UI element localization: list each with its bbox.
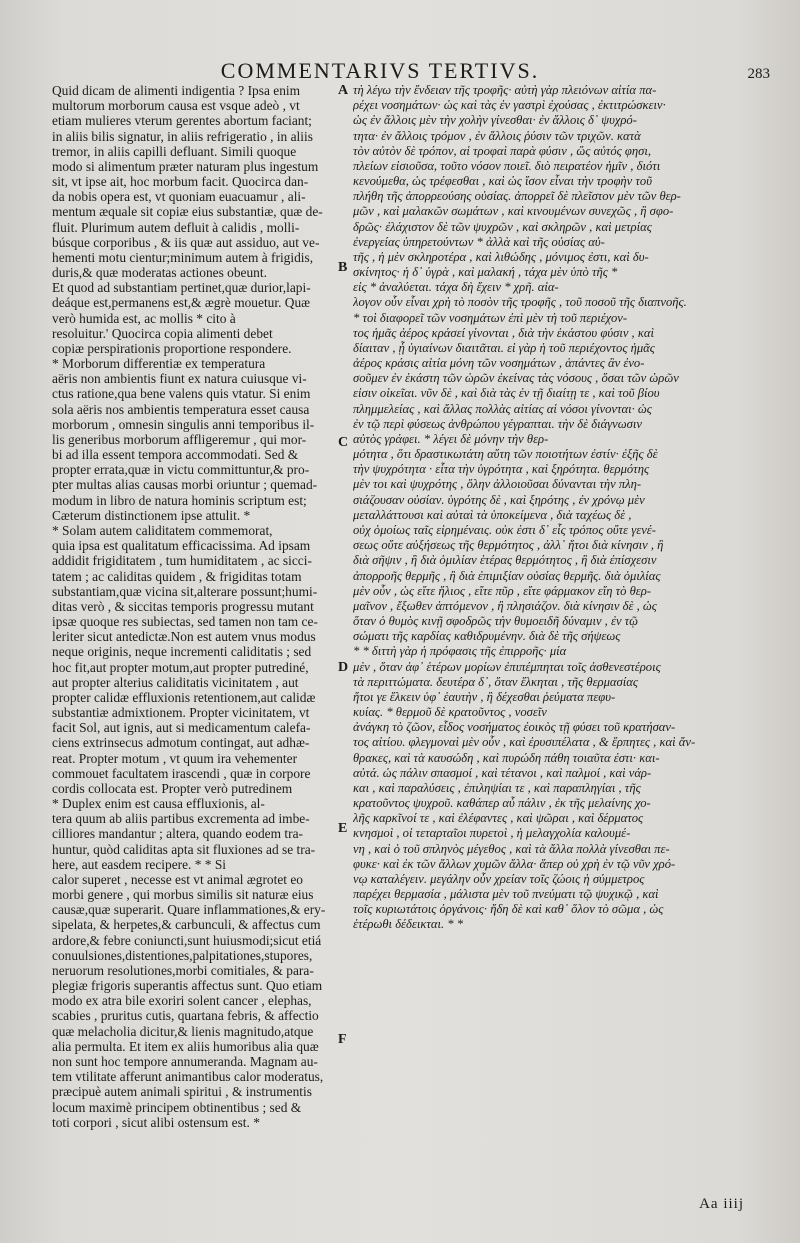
text-line: * Solam autem caliditatem commemorat,: [52, 522, 273, 538]
text-line: quæ melacholia dicitur,& lienis magnitudo,atque: [52, 1023, 314, 1039]
text-line: scabies , pruritus cutis, quartana febris, & affectio: [52, 1008, 319, 1024]
text-line: lis generibus morborum affligeremur , qui mor-: [52, 431, 307, 447]
text-line: * Duplex enim est causa effluxionis, al-: [52, 796, 265, 812]
text-line: παρέχει θερμασία , μάλιστα μὲν τοῦ πνεύματι τῷ ψυχικῷ , καὶ: [353, 887, 659, 902]
text-line: búsque corporibus , & iis quæ aut assiduo, aut ve-: [52, 234, 320, 250]
text-line: κνησμοὶ , οἱ τεταρταῖοι πυρετοὶ , ἡ μελαγχολία καλουμέ-: [353, 826, 631, 841]
text-line: σοῦμεν ἐν ἑκάστη τῶν ὡρῶν ἐκείνας τὰς νόσους , ὅσαι τῶν ὡρῶν: [353, 371, 679, 386]
margin-letter: D: [338, 660, 349, 675]
text-line: ἐνεργείας ὑπηρετούντων * ἀλλὰ καὶ τῆς οὐσίας αὐ-: [353, 234, 605, 249]
text-line: addidit frigiditatem , tum humiditatem , ac sicci-: [52, 553, 312, 569]
text-line: ἐν τῷ περὶ φύσεως ἀνθρώπου γέγραπται. τὴν δὲ διάγνωσιν: [353, 416, 642, 431]
text-line: Et quod ad substantiam pertinet,quæ durior,lapi-: [52, 280, 311, 296]
text-line: Cæterum distinctionem ipse attulit. *: [52, 507, 251, 523]
margin-letter: B: [338, 260, 348, 275]
text-line: τος αἰτίου. φλεγμοναὶ μὲν οὖν , καὶ ἐρυσιπέλατα , & ἕρπητες , καὶ ἄν-: [353, 735, 696, 750]
text-line: morborum , omnesin singulis anni temporibus il-: [52, 416, 315, 432]
text-line: reat. Propter motum , vt quum ira vehementer: [52, 750, 298, 766]
text-line: φυκε· καὶ ἐκ τῶν ἄλλων χυμῶν ἄλλα· ἅπερ οὐ χρὴ ἐν τῷ νῦν χρό-: [353, 856, 676, 871]
text-line: quia ipsa est qualitatum efficacissima. Ad ipsam: [52, 538, 311, 554]
text-line: tem vtilitate afferunt animantibus calor moderatus,: [52, 1069, 324, 1085]
text-line: εἰσιν οἰκεῖαι. νῦν δὲ , καὶ διὰ τὰς ἐν τῇ διαίτῃ τε , καὶ τοῦ βίου: [353, 386, 660, 401]
text-line: neque originis, neque incrementi caliditatis ; sed: [52, 644, 312, 660]
text-line: σώματι τῆς καρδίας καθιδρυμένην. διὰ δὲ τῆς σήψεως: [353, 629, 621, 644]
text-line: hoc fit,aut propter motum,aut propter putrediné,: [52, 659, 309, 675]
text-line: substantiæ admixtionem. Propter vicinitatem, vt: [52, 705, 310, 721]
text-line: λῆς καρκῖνοί τε , καὶ ἐλέφαντες , καὶ ψῶραι , καὶ δέρματος: [353, 811, 644, 826]
running-title: COMMENTARIVS TERTIVS.: [220, 58, 540, 83]
text-line: ardore,& febre coniuncti,sunt huiusmodi;sicut etiá: [52, 932, 322, 948]
text-line: πλήθη τῆς ἀπορρεούσης οὐσίας. ἀπορρεῖ δὲ πλεῖστον μὲν τῶν θερ-: [353, 189, 681, 204]
text-line: οὐχ ὁμοίως ταῖς εἰρημέναις. οὐκ ἐστι δ᾽ εἷς τρόπος οὔτε γενέ-: [353, 522, 656, 537]
text-line: locum maximè principem obtinentibus ; sed &: [52, 1099, 302, 1115]
text-line: τητα· ἐν ἄλλοις τρόμον , ἐν ἄλλοις ῥύσιν τῶν τριχῶν. κατὰ: [353, 128, 641, 143]
page-number: 283: [747, 66, 770, 82]
text-line: tremor, in aliis capilli defluant. Simili quoque: [52, 143, 297, 159]
text-line: præcipuè autem animali spiritui , & instrumentis: [52, 1084, 312, 1100]
text-line: κυίας. * θερμοῦ δὲ κρατοῦντος , νοσεῖν: [353, 705, 547, 720]
text-line: κενούμεθα, ὡς τρέφεσθαι , καὶ ὡς ἴσον εἶναι τὴν τροφὴν τοῦ: [353, 174, 652, 189]
text-line: κρατοῦντος ψυχροῦ. καθάπερ αὖ πάλιν , ἐκ τῆς μελαίνης χο-: [353, 796, 651, 811]
text-line: propter errata,quæ in victu committuntur,& pro-: [52, 462, 310, 478]
text-line: τὸν αὐτὸν δὲ τρόπον, αἱ τροφαὶ παρὰ φύσιν , ὥς αὐτός φησι,: [353, 143, 652, 158]
latin-column: [52, 83, 334, 1130]
text-line: cilliores mandantur ; altera, quando eodem tra-: [52, 826, 303, 842]
text-line: causæ,quæ superarit. Quare inflammationes,& ery-: [52, 902, 326, 918]
text-line: morbi genere , qui morbus similis sit naturæ eius: [52, 887, 314, 903]
text-line: ἀνάγκη τὸ ζῶον, εἶδος νοσήματος ἐοικὸς τῇ φύσει τοῦ κρατήσαν-: [353, 720, 676, 735]
text-line: * Morborum differentiæ ex temperatura: [52, 356, 266, 372]
text-line: modo ex atra bile exoriri solent cancer , elephas,: [52, 993, 312, 1009]
text-line: in aliis bilis signatur, in aliis refrigeratio , in aliis: [52, 128, 313, 144]
text-line: pter multas alias causas morbi oriuntur ; quemad-: [52, 477, 318, 493]
text-line: πλημμελείας , καὶ ἄλλας πολλὰς αἰτίας αἱ νόσοι γίνονται· ὡς: [353, 401, 652, 416]
text-line: * τοὶ διαφορεῖ τῶν νοσημάτων ἐπὶ μὲν τὴ τοῦ περιέχον-: [353, 310, 628, 325]
text-line: ἀπορροῆς θερμῆς , ἢ διὰ ἐπιμιξίαν οὐσίας θερμῆς. διὰ ὁμιλίας: [353, 568, 661, 583]
text-line: διὰ σῆψιν , ἢ διὰ ὁμιλίαν ἑτέρας θερμότητος , ἢ διὰ ἐπίσχεσιν: [353, 553, 657, 568]
margin-letter: C: [338, 435, 349, 450]
text-line: μεταλλάττουσι καὶ αὐταὶ τὰ ὑποκείμενα , διὰ ταχέως δὲ ,: [353, 507, 632, 522]
text-line: τὴν ψυχρότητα · εἶτα τὴν ὑγρότητα , καὶ ξηρότητα. θερμότης: [353, 462, 650, 477]
text-line: μὲν οὖν , ὡς εἴτε ἥλιος , εἴτε πῦρ , εἴτε φάρμακον εἴη τὸ θερ-: [353, 583, 651, 598]
text-line: μαῖνον , ἔξωθεν ἁπτόμενον , ἢ πλησιάζον. διὰ κίνησιν δὲ , ὡς: [353, 598, 657, 613]
margin-letter: A: [338, 83, 349, 98]
margin-letter: F: [338, 1032, 347, 1047]
text-line: etiam mulieres vterum gerentes abortum faciant;: [52, 113, 312, 129]
text-line: σκίνητος· ἡ δ᾽ ὑγρὰ , καὶ μαλακή , τάχα μὲν ὑπὸ τῆς *: [353, 265, 618, 280]
text-line: λογον οὖν εἶναι χρὴ τὸ ποσὸν τῆς τροφῆς , τοῦ ποσοῦ τῆς διαπνοῆς.: [353, 295, 687, 310]
text-line: huntur, quòd caliditas apta sit fluxiones ad se tra-: [52, 841, 316, 857]
text-line: ἀέρος κράσις αἰτία μόνη τῶν νοσημάτων , ἁπάντες ἂν ἐνο-: [353, 356, 645, 371]
text-line: ctus ratione,qua bene valens quis vtatur. Si enim: [52, 386, 311, 402]
text-line: copiæ perspirationis proportione respondere.: [52, 340, 292, 356]
margin-letter: E: [338, 821, 348, 836]
text-line: aëris non ambientis fiunt ex natura cuiusque vi-: [52, 371, 307, 387]
text-line: αὐτά. ὡς πάλιν σπασμοί , καὶ τέτανοι , καὶ παλμοί , καὶ νάρ-: [353, 765, 652, 780]
text-line: ciens extrinsecus admotum contingat, aut adhæ-: [52, 735, 310, 751]
text-line: modum in libro de natura hominis scriptum est;: [52, 492, 307, 508]
text-line: μότητα , ὅτι δραστικωτάτη αὕτη τῶν ποιοτήτων ἐστίν· ἐξῆς δὲ: [353, 447, 658, 462]
text-line: εἰς * ἀναλύεται. τάχα δὴ ἔχειν * χρῆ. αἰα-: [353, 280, 559, 295]
text-line: ditas verò , & siccitas temporis progressu mutant: [52, 598, 314, 614]
text-line: ἑτέρωθι δέδεικται. * *: [353, 917, 464, 932]
text-line: tatem ; ac caliditas quidem , & frigiditas totam: [52, 568, 302, 584]
text-line: αὐτὸς γράφει. * λέγει δὲ μόνην τὴν θερ-: [353, 431, 549, 446]
text-line: toti corpori , sicut alibi ostensum est. *: [52, 1114, 260, 1130]
text-line: hementi motu cientur;minimum autem à frigidis,: [52, 249, 314, 265]
text-line: ρέχει νοσημάτων· ὡς καὶ τὰς ἐν γαστρὶ ἐχούσας , ἐκτιτρώσκειν·: [353, 98, 666, 113]
text-line: bi ad illa essent tempora accommodati. Sed &: [52, 447, 299, 463]
text-line: ὅταν ὁ θυμὸς κινῇ σφοδρῶς τὴν θυμοειδῆ δύναμιν , ἐν τῷ: [353, 614, 639, 629]
text-line: δρῶς· ἐλάχιστον δὲ τῶν ψυχρῶν , καὶ σκληρῶν , καὶ μετρίας: [353, 219, 652, 234]
text-line: alia permulta. Et item ex aliis humoribus alia quæ: [52, 1038, 319, 1054]
text-line: δίαιταν , ᾗ ὑγιαίνων διαιτᾶται. εἰ γὰρ ἡ τοῦ περιέχοντος ἡμᾶς: [353, 340, 655, 355]
text-line: multorum morborum causa est vsque adeò , vt: [52, 98, 300, 114]
text-line: sit, vt ipse ait, hoc morbum facit. Quocirca dan-: [52, 174, 309, 190]
text-line: τῆς , ἡ μὲν σκληροτέρα , καὶ λιθώδης , μόνιμος ἐστι, καὶ δυ-: [353, 249, 649, 264]
text-line: νῳ καταλέγειν. μεγάλην οὖν χρείαν τοῖς ζώοις ἡ σύμμετρος: [353, 871, 645, 886]
text-line: σεως οὔτε αὐξήσεως τῆς θερμότητος , ἀλλ᾽ ἤτοι διὰ κίνησιν , ἢ: [353, 538, 664, 553]
text-line: τος ἡμᾶς ἀέρος κράσεί γίνονται , διὰ τὴν ἑκάστου φύσιν , καὶ: [353, 325, 655, 340]
text-line: here, aut easdem recipere. * * Si: [52, 856, 226, 872]
text-line: πλείων εἰσιοῦσα, τοῦτο νόσον ποιεῖ. διὸ πειρατέον ἡμῖν , διότι: [353, 158, 661, 173]
text-line: da nobis opera est, vt quoniam euacuamur , ali-: [52, 189, 306, 205]
text-line: μῶν , καὶ μαλακῶν σωμάτων , καὶ κινουμένων συνεχῶς , ἢ σφο-: [353, 204, 674, 219]
text-line: commouet facultatem irascendi , quæ in corpore: [52, 765, 311, 781]
text-line: mentum æquale sit copiæ eius substantiæ, quæ de-: [52, 204, 323, 220]
text-line: calor superet , necesse est vt animal ægrotet eo: [52, 871, 303, 887]
text-line: και , καὶ παραλύσεις , ἐπιληψίαι τε , καὶ παραπληγίαι , τῆς: [353, 780, 641, 795]
text-line: sola aëris nos ambientis temperatura esset causa: [52, 401, 310, 417]
text-line: duris,& quæ moderatas actiones obeunt.: [52, 265, 267, 281]
text-line: non sunt hoc tempore annumeranda. Magnam au-: [52, 1054, 318, 1069]
text-line: plegiæ frigoris superantis affectus sunt. Quo etiam: [52, 978, 323, 994]
text-line: sipelata, & herpetes,& carbunculi, & affectus cum: [52, 917, 321, 933]
text-line: fluit. Plurimum autem defluit à calidis , molli-: [52, 219, 300, 235]
text-line: μὲν τοι καὶ ψυχρότης , ὅλην ἀλλοιοῦσαι δύνανται τὴν πλη-: [353, 477, 642, 492]
text-line: leriter sicut antedictæ.Non est autem vnus modus: [52, 629, 316, 645]
text-line: σιάζουσαν οὐσίαν. ὑγρότης δὲ , καὶ ξηρότης , ἐν χρόνῳ μὲν: [353, 492, 645, 507]
text-line: neruorum resolutiones,morbi comitiales, & para-: [52, 962, 314, 978]
text-line: modo si alimentum præter naturam plus ingestum: [52, 158, 319, 174]
text-line: substantiam,quæ vicina sit,alterare possunt;humi-: [52, 583, 318, 599]
text-line: τὴ λέγω τὴν ἔνδειαν τῆς τροφῆς· αὐτὴ γὰρ πλειόνων αἰτία πα-: [353, 83, 657, 97]
text-line: deáque est,permanens est,& ægrè mouetur. Quæ: [52, 295, 311, 311]
text-line: ἥτοι γε ἕλκειν ὑφ᾽ ἑαυτὴν , ἢ δέχεσθαι ῥεύματα πεφυ-: [353, 689, 616, 704]
text-line: θρακες, καὶ τὰ καυσώδη , καὶ πυρώδη πάθη τοιαῦτα ἐστι· και-: [353, 750, 660, 765]
text-line: μὲν , ὅταν ἀφ᾽ ἑτέρων μορίων ἐπιπέμπηται τοῖς ἀσθενεστέροις: [353, 659, 661, 674]
text-line: * * διττὴ γὰρ ἡ πρόφασις τῆς ἐπιρροῆς· μία: [353, 644, 567, 659]
text-line: facit Sol, aut ignis, aut si medicamentum calefa-: [52, 720, 311, 736]
text-line: νη , καὶ ὁ τοῦ σπληνὸς μέγεθος , καὶ τὰ ἄλλα πολλὰ γίνεσθαι πε-: [353, 841, 670, 856]
greek-column: [353, 83, 773, 933]
text-line: ὡς ἐν ἄλλοις μὲν τὴν χολὴν γίνεσθαι· ἐν ἄλλοις δ᾽ ψυχρό-: [353, 113, 637, 128]
text-line: aut propter alterius caliditatis vicinitatem , aut: [52, 674, 299, 690]
text-line: ipsæ quoque res subiectas, sed tamen non tam ce-: [52, 614, 318, 630]
text-line: τὰ περιττώματα. δευτέρα δ᾽, ὅταν ἕλκηται , τῆς θερμασίας: [353, 674, 638, 689]
text-line: conuulsiones,distentiones,palpitationes,stupores,: [52, 947, 313, 963]
text-line: Quid dicam de alimenti indigentia ? Ipsa enim: [52, 83, 301, 98]
text-line: verò humida est, ac mollis * cito à: [52, 310, 236, 326]
text-line: propter calidæ effluxionis retentionem,aut calidæ: [52, 689, 316, 705]
text-line: tera quum ab aliis partibus excrementa ad imbe-: [52, 811, 310, 827]
text-line: τοῖς κυριωτάτοις ὀργάνοις· ἤδη δὲ καὶ καθ᾽ ὅλον τὸ σῶμα , ὡς: [353, 902, 664, 917]
text-line: cordis collocata est. Propter verò putredinem: [52, 780, 293, 796]
text-line: resoluitur.' Quocirca copia alimenti debet: [52, 325, 273, 341]
signature-mark: Aa iiij: [699, 1196, 744, 1212]
